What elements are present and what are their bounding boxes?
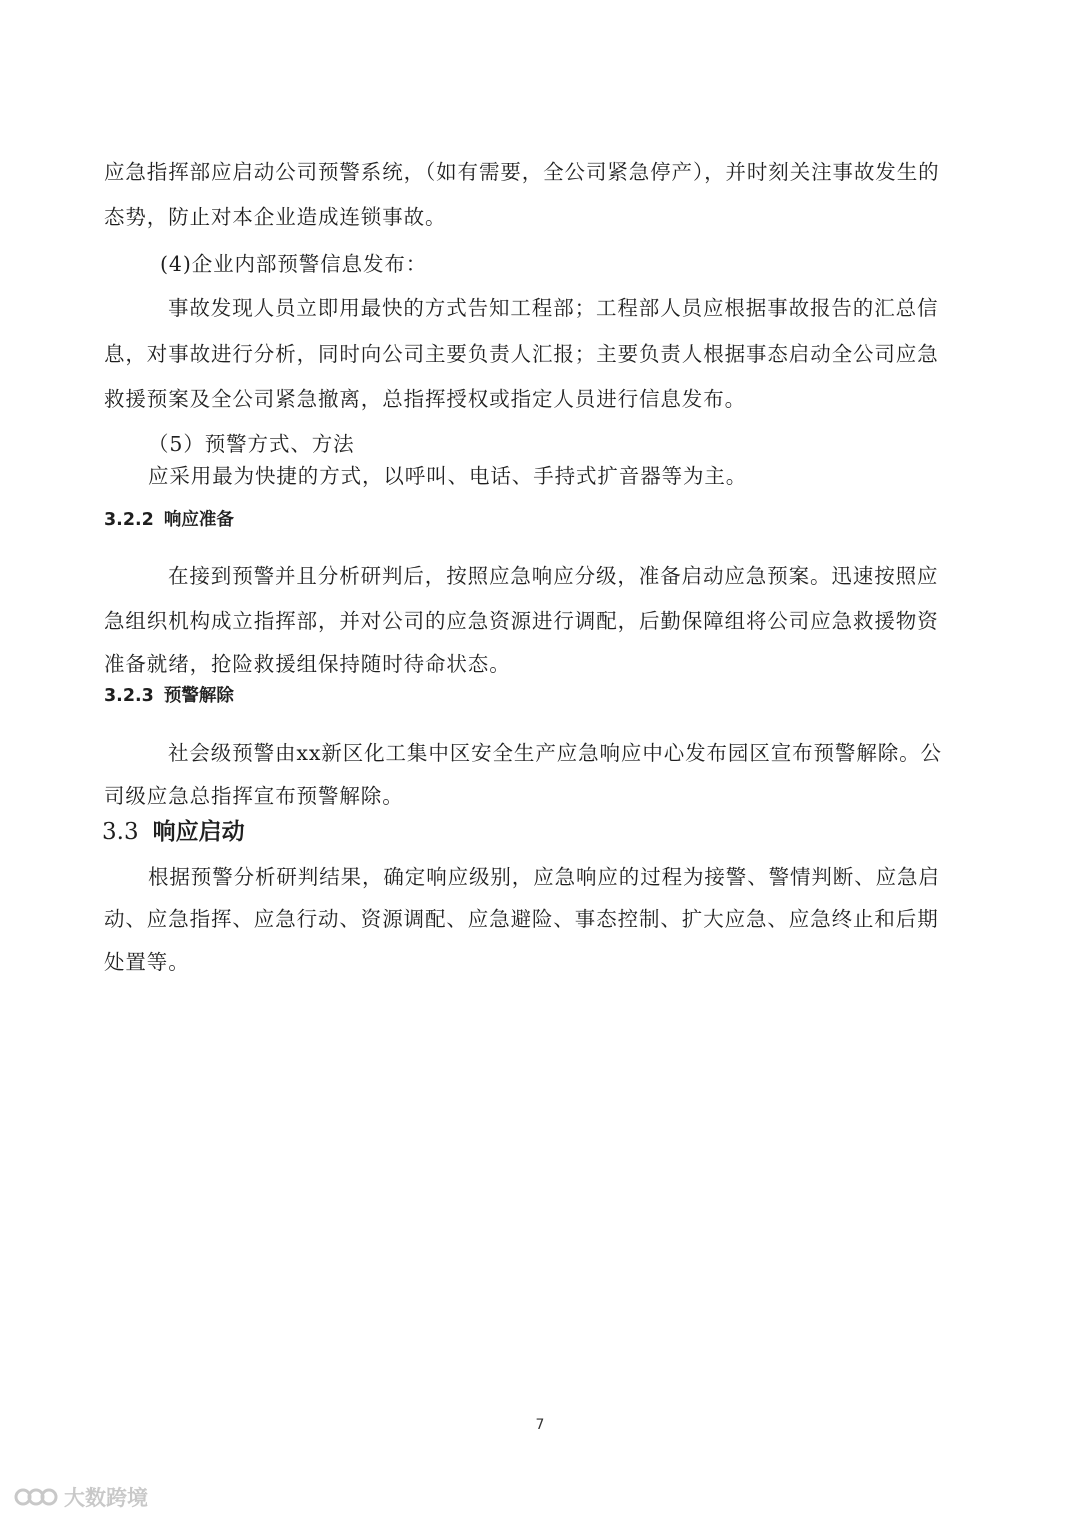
para5-line3: 处置等。 xyxy=(104,950,190,974)
section-title: 预警解除 xyxy=(163,686,234,706)
section-number: 3.2.3 xyxy=(104,686,154,706)
item5-title: （5）预警方式、方法 xyxy=(148,432,355,456)
section-3-3-heading xyxy=(102,815,245,849)
section-3-2-2-heading xyxy=(104,507,234,533)
page-number: 7 xyxy=(535,1417,545,1433)
para2-line2: 息，对事故进行分析，同时向公司主要负责人汇报；主要负责人根据事态启动全公司应急 xyxy=(104,342,939,366)
section-title: 响应准备 xyxy=(163,510,234,530)
watermark-text: 大数跨境 xyxy=(64,1486,148,1510)
section-3-2-3-heading xyxy=(104,683,234,709)
para1-line1: 应急指挥部应启动公司预警系统，（如有需要，全公司紧急停产），并时刻关注事故发生的 xyxy=(104,160,940,184)
para4-line1: 社会级预警由xx新区化工集中区安全生产应急响应中心发布园区宣布预警解除。公 xyxy=(168,741,942,765)
para3-line2: 急组织机构成立指挥部，并对公司的应急资源进行调配，后勤保障组将公司应急救援物资 xyxy=(104,609,939,633)
para5-line1: 根据预警分析研判结果，确定响应级别，应急响应的过程为接警、警情判断、应急启 xyxy=(148,865,940,889)
para5-line2: 动、应急指挥、应急行动、资源调配、应急避险、事态控制、扩大应急、应急终止和后期 xyxy=(104,907,939,931)
para3-line1: 在接到预警并且分析研判后，按照应急响应分级，准备启动应急预案。迅速按照应 xyxy=(168,564,939,588)
item4-title: (4)企业内部预警信息发布： xyxy=(160,252,428,276)
para3-line3: 准备就绪，抢险救援组保持随时待命状态。 xyxy=(104,652,511,676)
item5-text: 应采用最为快捷的方式，以呼叫、电话、手持式扩音器等为主。 xyxy=(148,464,748,488)
brand-logo-icon xyxy=(14,1484,60,1510)
para4-line2: 司级应急总指挥宣布预警解除。 xyxy=(104,784,404,808)
para2-line3: 救援预案及全公司紧急撤离，总指挥授权或指定人员进行信息发布。 xyxy=(104,387,746,411)
watermark xyxy=(14,1482,148,1512)
section-number: 3.2.2 xyxy=(104,510,154,530)
section-title: 响应启动 xyxy=(152,819,245,845)
para1-line2: 态势，防止对本企业造成连锁事故。 xyxy=(104,205,447,229)
para2-line1: 事故发现人员立即用最快的方式告知工程部；工程部人员应根据事故报告的汇总信 xyxy=(168,296,939,320)
section-number: 3.3 xyxy=(102,819,139,845)
